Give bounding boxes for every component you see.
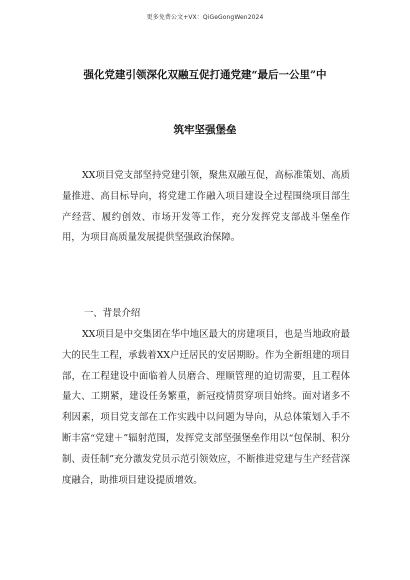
document-title-line-2: 筑牢坚强堡垒: [173, 124, 237, 136]
intro-paragraph: [62, 166, 350, 249]
header-note: 更多免费公文+VX：QiGeGongWen2024: [146, 14, 264, 21]
section-body-paragraph: [62, 325, 350, 491]
section-body-text: XX项目是中交集团在华中地区最大的房建项目，也是当地政府最大的民生工程，承载着XX户迁居民的安居期盼。作为全新组建的项目部，在工程建设中面临着人员磨合、理顺管理的迫切需要，且工程体量大、工期紧，建设任务繁重，新冠疫情贯穿项目始终。面对诸多不利因素，项目党支部在工作实践中以问题为导向，从总体策划入手不断丰富“党建＋”辐射范围，发挥党支部坚强堡垒作用以“包保制、积分制、责任制”充分激发党员示范引领效应，不断推进党建与生产经营深度融合，助推项目建设提质增效。: [62, 329, 350, 486]
intro-text: XX项目党支部坚持党建引领，聚焦双融互促，高标准策划、高质量推进、高目标导向，将党建工作融入项目建设全过程围绕项目部生产经营、履约创效、市场开发等工作，充分发挥党支部战斗堡垒作用，为项目高质量发展提供坚强政治保障。: [62, 170, 350, 244]
section-heading: 一、背景介绍: [84, 308, 141, 319]
document-title-line-1: 强化党建引领深化双融互促打通党建“最后一公里”中: [83, 69, 327, 81]
